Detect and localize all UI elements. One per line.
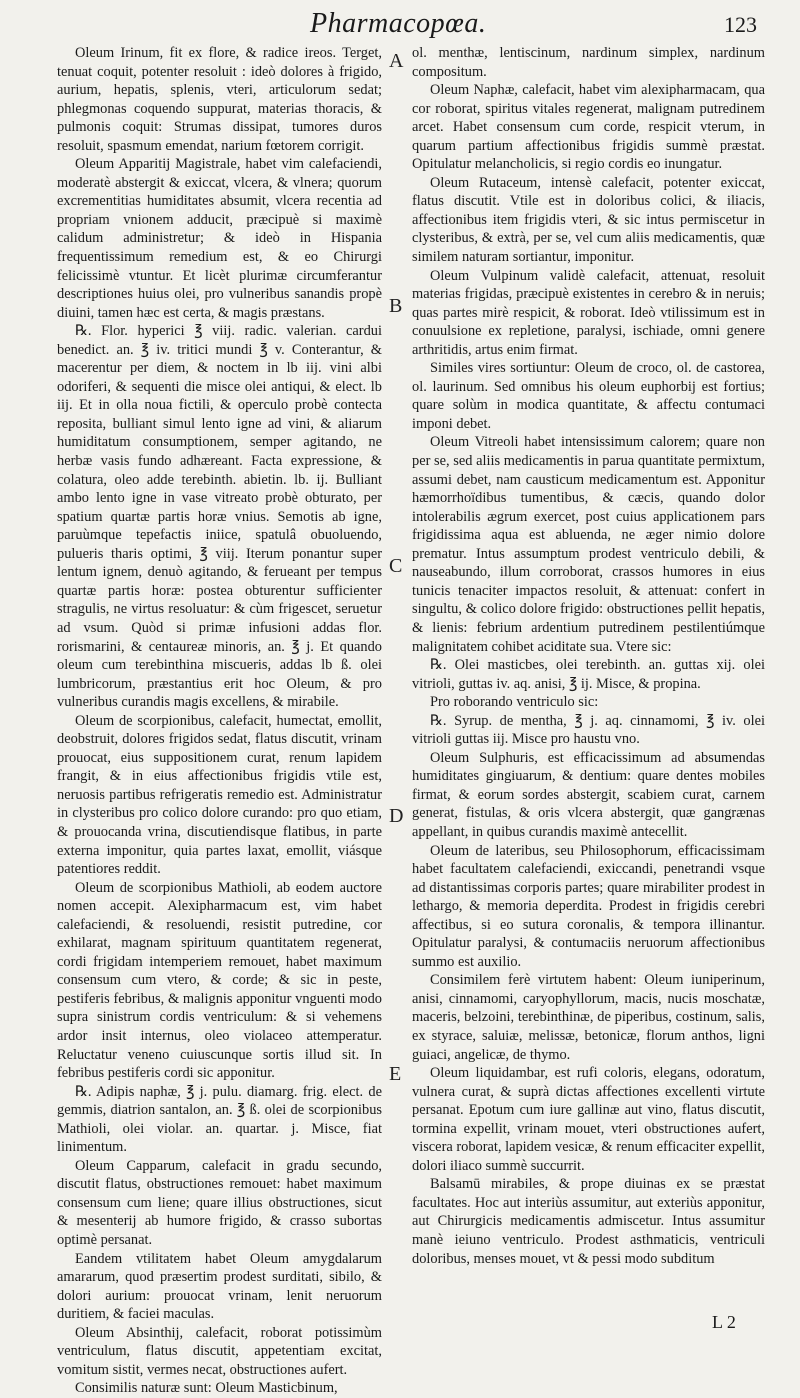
paragraph: Consimilis naturæ sunt: Oleum Masticbinum, <box>75 1380 338 1397</box>
paragraph: Balsamū mirabiles, & prope diuinas ex se præstat facultates. Hoc aut interiùs assumitur, aut exteriùs apponitur, aut Chirurgicis medicamentis admiscetur. Intus assumitur manè ieiuno ventriculo. Prodest asthmaticis, ventriculi doloribus, menses mouet, vt & pessi modo subditum <box>412 1176 765 1267</box>
paragraph: Oleum Vitreoli habet intensissimum calorem; quare non per se, sed aliis medicamentis in parua quantitate permixtum, assumi debet, nam causticum medicamentum est. Apponitur hæmorrhoïdibus tumentibus, & cæcis, quando dolor intolerabilis ægrum exercet, post cuius applicationem pars frigidissima aqua est abluenda, ne æger nimio dolore prematur. Intus assumptum prodest ventriculo debili, & nauseabundo, illum corroborat, crassos humores in eius tunicis tenaciter impactos resoluit, & attenuat: confert in singultu, & colico dolore frigido: obstructiones pellit hepatis, & lienis: febrium ardentium putredinem pestilentiúmque malignitatem cohibet aciditate sua. Vtere sic: <box>412 434 765 655</box>
paragraph: Consimilem ferè virtutem habent: Oleum iuniperinum, anisi, cinnamomi, caryophyllorum, macis, nucis moschatæ, maceris, belzoini, terebinthinæ, de piperibus, costinum, salis, ex styrace, saluiæ, melissæ, betonicæ, florum anthos, ligni guiaci, angelicæ, de thymo. <box>412 972 765 1063</box>
paragraph: Oleum de scorpionibus Mathioli, ab eodem auctore nomen accepit. Alexipharmacum est, vim habet calefaciendi, & resoluendi, resistit putredine, cor exhilarat, magnam spirituum quantitatem regenerat, cordi frigidam intemperiem remouet, habet maximum consensum cum vtero, & corde; & sic in peste, pestiferis febribus, & malignis apponitur vnguenti modo supra sinistrum cordis ventriculum: & si vehemens ardor insit internus, oleo violaceo attemperatur. Reluctatur veneno cuiuscunque sortis illud sit. In febribus pestiferis cordi sic apponitur. <box>57 879 382 1082</box>
recipe-paragraph: ℞. Olei masticbes, olei terebinth. an. guttas xij. olei vitrioli, guttas iv. aq. anisi, ℥ ij. Misce, & propina. <box>412 657 765 692</box>
left-column <box>57 44 382 1397</box>
margin-marker-a: A <box>389 50 404 72</box>
paragraph: Oleum Absinthij, calefacit, roborat potissimùm ventriculum, flatus discutit, appetentiam excitat, vomitum sistit, vermes necat, obstructiones aufert. <box>57 1324 382 1378</box>
paragraph: Oleum liquidambar, est rufi coloris, elegans, odoratum, vulnera curat, & suprà dictas affectiones excellenti virtute persanat. Epotum cum iure gallinæ aut vino, flatus discutit, tormina expellit, vrinam mouet, vteri obstructiones aufert, viscera roborat, lapidem vesicæ, & renum efficaciter expellit, dolori iliaco summè succurrit. <box>412 1065 765 1174</box>
paragraph: Oleum Apparitij Magistrale, habet vim calefaciendi, moderatè abstergit & exiccat, vlcera, & vlnera; quorum excrementitias humiditates absumit, vlcera recentia ad propriam vnionem adducit, præcipuè si maximè calidum administretur; & ideò in Hispania frequentissimum remedium est, & eo Chirurgi felicissimè vtuntur. Et licèt plurimæ circumferantur descriptiones huius olei, pro vulneribus sanandis propè diuini, tamen hæc est certa, & magis præstans. <box>57 156 382 321</box>
paragraph: Oleum Capparum, calefacit in gradu secundo, discutit flatus, obstructiones remouet: habet maximum consensum cum liene; quare illius obstructiones, sicut & mesenterij ab humore frigido, & crasso subortas optimè persanat. <box>57 1157 382 1248</box>
paragraph: Oleum de lateribus, seu Philosophorum, efficacissimam habet facultatem calefaciendi, exiccandi, penetrandi vsque ad distantissimas corporis partes; quare mirabiliter prodest in lethargo, & memoria deperdita. Prodest in frigidis cerebri affectibus, si eo sutura coronalis, & tempora illinantur. Opitulatur paralysi, & contumaciis neruorum affectionibus summo est auxilio. <box>412 842 765 970</box>
paragraph: Oleum de scorpionibus, calefacit, humectat, emollit, deobstruit, dolores frigidos sedat, flatus discutit, vrinam prouocat, eius suppositionem curat, renum lapidem frangit, & in eius affectionibus frigidis vtile est, neruosis partibus refrigeratis remedio est. Administratur in clysteribus pro colico dolore curando: pro quo etiam, & prouocanda vrina, discutiendisque flatibus, in parte externa imponitur, quia partes laxat, emollit, viásque patentiores reddit. <box>57 712 382 878</box>
paragraph: Eandem vtilitatem habet Oleum amygdalarum amararum, quod præsertim prodest surditati, sibilo, & dolori aurium: prouocat vrinam, lenit neruorum duritiem, & faciei maculas. <box>57 1250 382 1323</box>
paragraph: Oleum Naphæ, calefacit, habet vim alexipharmacam, qua cor roborat, spiritus vitales regenerat, malignam putredinem arcet. Habet consensum cum corde, respicit vterum, in quarum partium affectionibus frigidis summè præstat. Opitulatur melancholicis, si regio cordis eo inungatur. <box>412 82 765 173</box>
paragraph: Oleum Rutaceum, intensè calefacit, potenter exiccat, flatus discutit. Vtile est in doloribus colici, & iliacis, affectionibus item frigidis vteri, & sic intus permiscetur in clysteribus, & extrà, per se, vel cum aliis medicamentis, quæ similem naturam sortiantur, imponitur. <box>412 174 765 266</box>
right-column <box>412 44 765 1324</box>
recipe-paragraph: ℞. Flor. hyperici ℥ viij. radic. valerian. cardui benedict. an. ℥ iv. tritici mundi ℥ v. Conterantur, & macerentur per diem, & noctem in lb iij. vini albi odoriferi, & sequenti die misce olei antiqui, & elect. lb iij. Et in olla noua fictili, & operculo probè contecta reposita, bulliant simul lento igne ad vini, & aliarum humiditatum consumptionem, semper agitando, ne herbæ vasis fundo adhæreant. Facta expressione, & colatura, oleo adde terebinth. abietin. lb. ij. Bulliant ambo lento igne in vase vitreato probè obturato, per spatium quartæ partis horæ vnius. Semotis ab igne, paruùmque tepefactis iniice, spatulâ obuoluendo, pulueris tharis optimi, ℥ viij. Iterum ponantur super lentum ignem, denuò agitando, & ferueant per tempus quartæ partis horæ: postea obturentur sufficienter stragulis, ne virtus resoluatur: & cùm frigescet, seruetur ad vsum. Quòd si primæ infusioni addas flor. rorismarini, & centaureæ minoris, an. ℥ j. Et quando oleum cum terebinthina miscueris, addas lb ß. olei lumbricorum, præstantius erit hoc Oleum, & pro vulneribus curandis magis excellens, & mirabile. <box>57 323 382 711</box>
margin-marker-b: B <box>389 295 403 317</box>
paragraph: ol. menthæ, lentiscinum, nardinum simplex, nardinum compositum. <box>412 45 765 80</box>
running-header-title: Pharmacopœa. <box>310 8 487 39</box>
margin-marker-d: D <box>389 805 404 827</box>
margin-marker-e: E <box>389 1063 402 1085</box>
recipe-paragraph: ℞. Adipis naphæ, ℥ j. pulu. diamarg. frig. elect. de gemmis, diatrion santalon, an. ℥ ß. olei de scorpionibus Mathioli, olei violar. an. quartar. j. Misce, fiat linimentum. <box>57 1083 382 1156</box>
paragraph: Similes vires sortiuntur: Oleum de croco, ol. de castorea, ol. laurinum. Sed omnibus his oleum euphorbij est fortius; quare solùm in modica quantitate, & affectu contumaci imponi debet. <box>412 360 765 432</box>
paragraph: Oleum Sulphuris, est efficacissimum ad absumendas humiditates gingiuarum, & dentium: quare dentes mobiles firmat, & eorum sordes abstergit, scabiem curat, carnem generat, fistulas, & oris vlcera abstergit, quæ gangrænas appellant, in quibus curandis maximè antecellit. <box>412 749 765 840</box>
paragraph: Pro roborando ventriculo sic: <box>430 694 599 711</box>
recipe-paragraph: ℞. Syrup. de mentha, ℥ j. aq. cinnamomi, ℥ iv. olei vitrioli guttas iij. Misce pro haustu vno. <box>412 712 765 748</box>
margin-marker-c: C <box>389 555 403 577</box>
paragraph: Oleum Vulpinum validè calefacit, attenuat, resoluit materias frigidas, præcipuè existentes in cerebro & in neruis; quas partes mirè respicit, & roborat. Ideò vtilissimum est in conuulsione ex repletione, paralysi, ischiade, omni genere arthritidis, artus enim firmat. <box>412 267 765 358</box>
signature-mark: L 2 <box>712 1312 736 1332</box>
paragraph: Oleum Irinum, fit ex flore, & radice ireos. Terget, tenuat coquit, potenter resoluit : ideò dolores à frigido, aurium, hepatis, splenis, vteri, articulorum sedat; phlegmonas coquendo suppurat, materias thoracis, & pulmonis coquit: Strumas dissipat, tumores duros resoluit, spasmum emendat, narium fœtorem corrigit. <box>57 45 382 154</box>
page-number: 123 <box>724 12 757 37</box>
